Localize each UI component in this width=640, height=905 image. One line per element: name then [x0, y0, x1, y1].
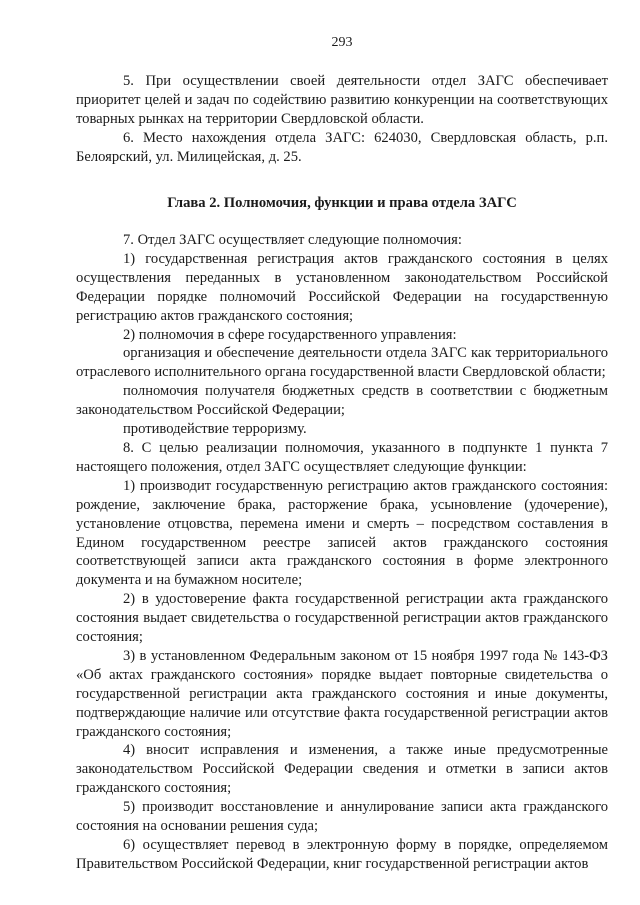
- paragraph-7-item-1: 1) государственная регистрация актов гражданского состояния в целях осуществления переданных в установленном законодательством Российской Федерации порядке полномочий Российской Федерации на государственную регистрацию актов гражданского состояния;: [76, 250, 608, 324]
- paragraph-8: 8. С целью реализации полномочия, указанного в подпункте 1 пункта 7 настоящего положения, отдел ЗАГС осуществляет следующие функции:: [76, 439, 608, 475]
- paragraph-5: 5. При осуществлении своей деятельности отдел ЗАГС обеспечивает приоритет целей и задач по содействию развитию конкуренции на соответствующих товарных рынках на территории Свердловской области.: [76, 73, 608, 127]
- paragraph-7-item-2-terrorism: противодействие терроризму.: [123, 421, 307, 438]
- chapter-heading: Глава 2. Полномочия, функции и права отдела ЗАГС: [167, 195, 517, 211]
- paragraph-7-item-2-budget: полномочия получателя бюджетных средств в соответствии с бюджетным законодательством Российской Федерации;: [76, 383, 608, 419]
- paragraph-7: 7. Отдел ЗАГС осуществляет следующие полномочия:: [123, 232, 462, 248]
- paragraph-8-item-1: 1) производит государственную регистрацию актов гражданского состояния: рождение, заключение брака, расторжение брака, усыновление (удочерение), установление отцовства, перемена имени и смерть – посредством составления в Едином государственном реестре записей актов гражданского состояния соответствующей записи акта гражданского состояния в форме электронного документа и на бумажном носителе;: [76, 477, 608, 589]
- intro-section: [76, 72, 608, 167]
- page-number: 293: [331, 35, 353, 50]
- paragraph-7-item-2: 2) полномочия в сфере государственного управления:: [123, 326, 457, 343]
- paragraph-8-item-4: 4) вносит исправления и изменения, а также иные предусмотренные законодательством Российской Федерации сведения и отметки в записи актов гражданского состояния;: [76, 742, 608, 797]
- paragraph-8-item-3: 3) в установленном Федеральным законом от 15 ноября 1997 года № 143-ФЗ «Об актах гражданского состояния» порядке выдает повторные свидетельства о государственной регистрации акта гражданского состояния и иные документы, подтверждающие наличие или отсутствие факта государственной регистрации актов гражданского состояния;: [76, 647, 608, 740]
- paragraph-8-item-2: 2) в удостоверение факта государственной регистрации акта гражданского состояния выдает свидетельства о государственной регистрации актов гражданского состояния;: [76, 591, 608, 646]
- chapter-body: [76, 231, 608, 874]
- paragraph-7-item-2-organization: организация и обеспечение деятельности отдела ЗАГС как территориального отраслевого исполнительного органа государственной власти Свердловской области;: [76, 345, 608, 381]
- paragraph-8-item-5: 5) производит восстановление и аннулирование записи акта гражданского состояния на основании решения суда;: [76, 799, 608, 835]
- paragraph-8-item-6: 6) осуществляет перевод в электронную форму в порядке, определяемом Правительством Российской Федерации, книг государственной регистрации актов: [76, 837, 608, 872]
- paragraph-6: 6. Место нахождения отдела ЗАГС: 624030, Свердловская область, р.п. Белоярский, ул. Милицейская, д. 25.: [76, 129, 608, 165]
